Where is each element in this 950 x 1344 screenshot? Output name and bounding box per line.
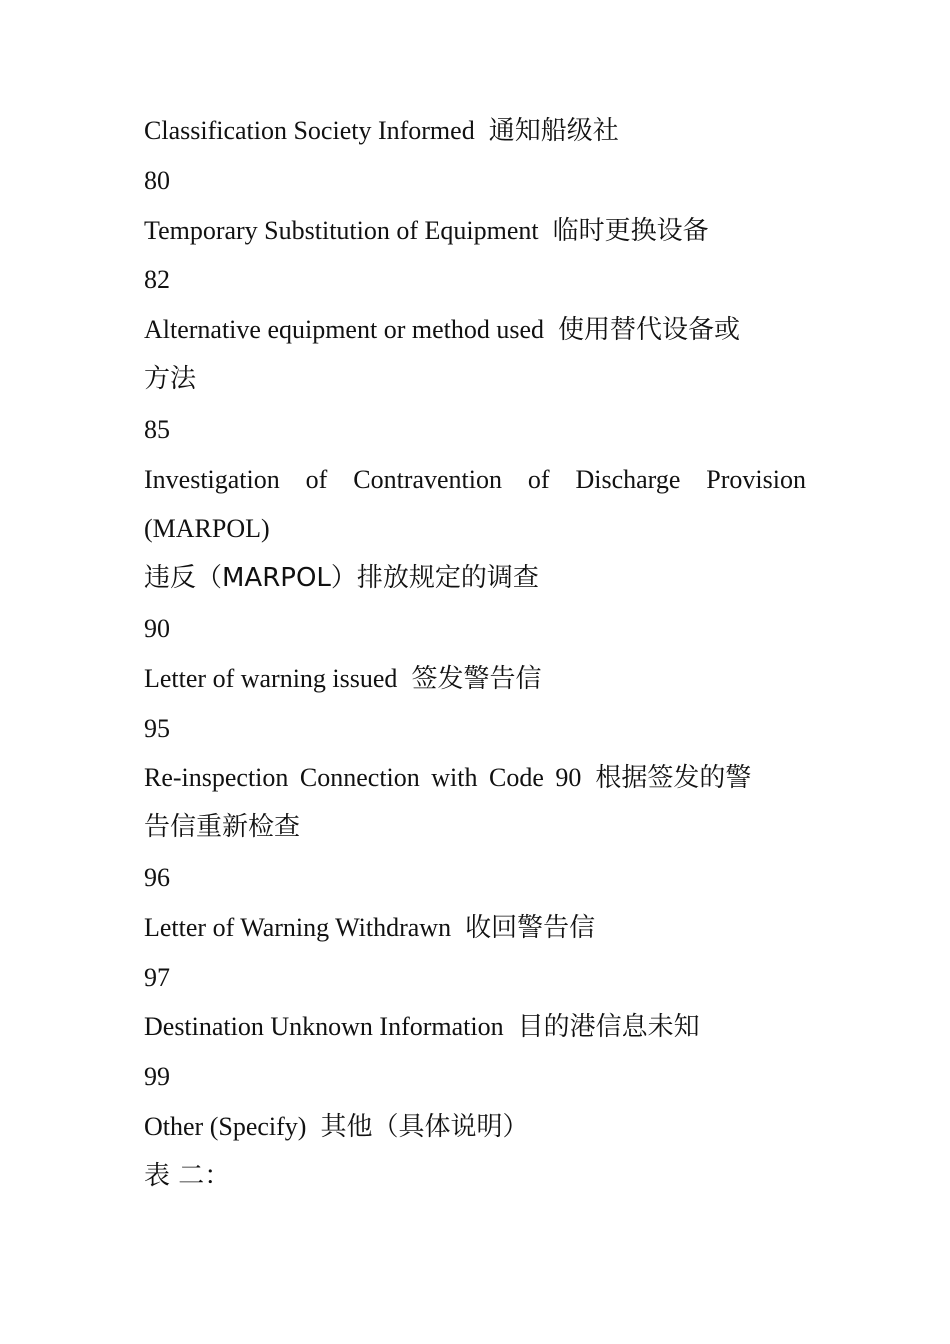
entry-chinese-continuation xyxy=(144,355,806,405)
entry-reinspection xyxy=(144,753,806,803)
entry-chinese-cont: 方法 xyxy=(144,363,197,394)
entry-other-specify xyxy=(144,1102,806,1152)
entry-letter-of-warning-issued xyxy=(144,654,806,704)
entry-temporary-substitution xyxy=(144,206,806,256)
entry-english: Classification Society Informed xyxy=(144,116,475,145)
entry-english: Re-inspection Connection with Code 90 xyxy=(144,763,582,793)
entry-investigation-line1: Investigation of Contravention of Discharge Provision xyxy=(144,464,806,494)
code-number: 96 xyxy=(144,862,170,892)
entry-investigation-chinese xyxy=(144,554,806,604)
entry-english: Alternative equipment or method used xyxy=(144,315,545,345)
entry-alternative-equipment xyxy=(144,305,806,355)
entry-investigation-line2: (MARPOL) xyxy=(144,514,270,544)
entry-chinese: 通知船级社 xyxy=(488,116,619,146)
entry-english: Other (Specify) xyxy=(144,1111,307,1141)
entry-chinese: 收回警告信 xyxy=(465,912,596,943)
entry-chinese: 签发警告信 xyxy=(411,663,542,694)
entry-chinese-cont: 告信重新检查 xyxy=(144,812,301,843)
entry-chinese: 临时更换设备 xyxy=(552,215,709,246)
code-number: 80 xyxy=(144,165,170,195)
entry-english: Temporary Substitution of Equipment xyxy=(144,215,539,245)
entry-english: Letter of warning issued xyxy=(144,663,398,693)
entry-chinese: 使用替代设备或 xyxy=(558,315,741,346)
entry-destination-unknown xyxy=(144,1002,806,1052)
entry-chinese-continuation xyxy=(144,803,806,853)
code-number: 95 xyxy=(144,713,170,743)
table-two-label: 表 二： xyxy=(144,1160,231,1191)
code-number: 97 xyxy=(144,962,170,992)
entry-classification-society xyxy=(144,106,806,156)
code-number: 82 xyxy=(144,265,170,295)
entry-letter-withdrawn xyxy=(144,903,806,953)
entry-english: Destination Unknown Information xyxy=(144,1012,504,1042)
document-body xyxy=(144,106,806,1202)
entry-chinese: 违反（MARPOL）排放规定的调查 xyxy=(144,563,539,594)
entry-chinese: 根据签发的警 xyxy=(595,763,752,794)
code-number: 99 xyxy=(144,1062,170,1092)
entry-chinese: 目的港信息未知 xyxy=(517,1012,700,1043)
entry-english: Letter of Warning Withdrawn xyxy=(144,912,452,942)
code-number: 85 xyxy=(144,414,170,444)
entry-chinese: 其他（具体说明） xyxy=(320,1111,529,1142)
code-number: 90 xyxy=(144,613,170,643)
table-label xyxy=(144,1152,806,1202)
